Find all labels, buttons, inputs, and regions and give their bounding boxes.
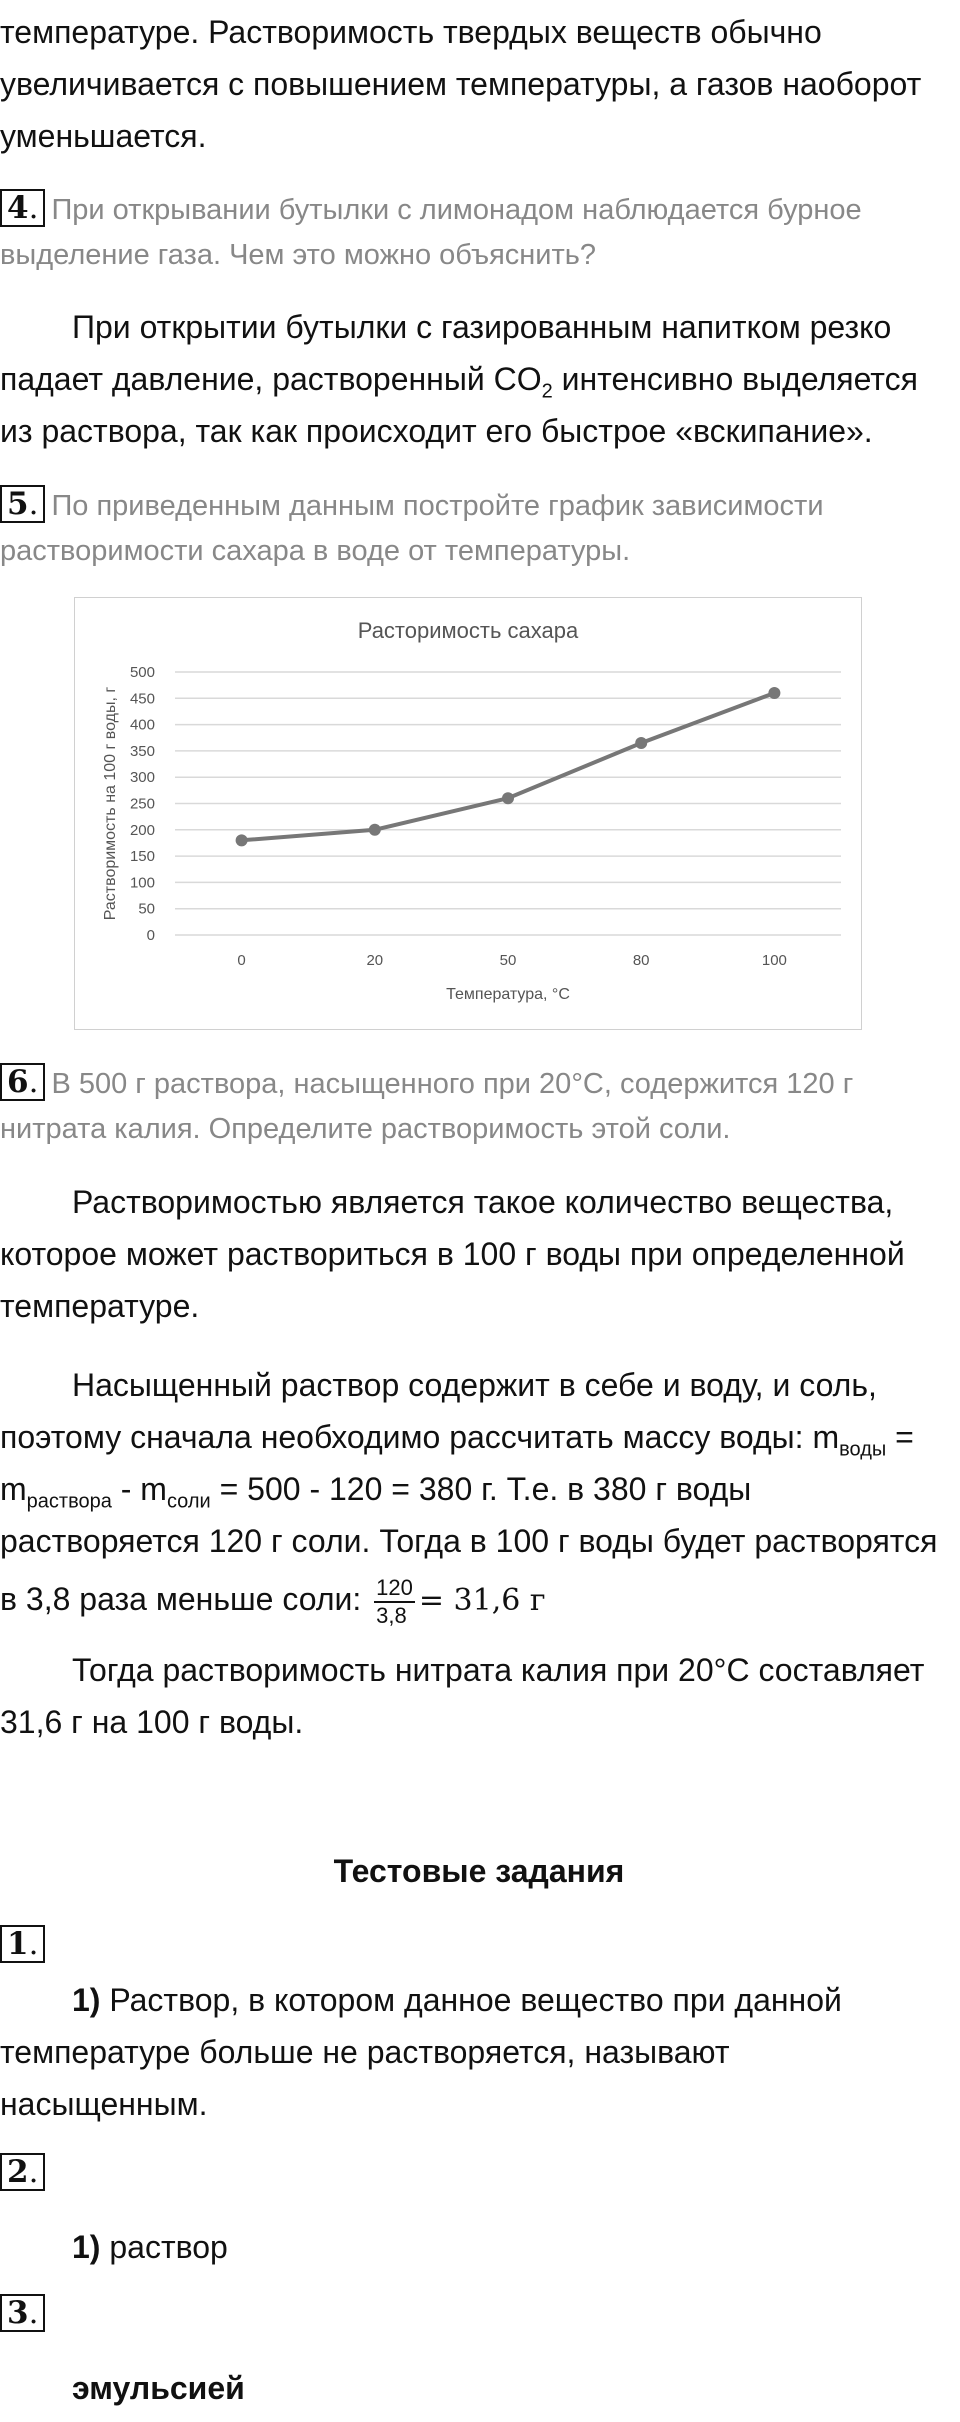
intro-paragraph <box>0 6 958 162</box>
data-point <box>369 824 381 836</box>
test-number-1: 1. <box>0 1925 45 1963</box>
question-4-line-2: выделение газа. Чем это можно объяснить? <box>0 239 597 271</box>
x-tick-label: 80 <box>632 952 650 969</box>
test-number-2: 2. <box>0 2153 45 2191</box>
answer-4-line-1: При открытии бутылки с газированным напитком резко <box>72 309 892 345</box>
answer-6-p2-line-1: Насыщенный раствор содержит в себе и воду, и соль, <box>72 1367 877 1403</box>
test-3 <box>0 2293 958 2338</box>
question-5-line-1: По приведенным данным постройте график зависимости <box>51 490 824 522</box>
x-tick-label: 0 <box>237 952 246 969</box>
question-6-line-2: нитрата калия. Определите растворимость этой соли. <box>0 1113 731 1145</box>
solubility-chart <box>74 597 862 1030</box>
answer-6-p2-line-3: $m_{раствора} - m_{соли} = 500 - 120 = 380$ г. Т.е. в 380 г воды <box>0 1471 752 1513</box>
question-5 <box>0 484 958 574</box>
test-1 <box>0 1924 958 1969</box>
question-number-5: 5. <box>0 485 45 523</box>
y-axis-label: Растворимость на 100 г воды, г <box>102 686 119 921</box>
y-tick-label: 450 <box>129 690 155 708</box>
test-2 <box>0 2152 958 2197</box>
test-1-answer <box>0 1974 958 2130</box>
question-number-6: 6. <box>0 1063 45 1101</box>
test-1-line-1: 1) Раствор, в котором данное вещество при данной <box>72 1982 842 2018</box>
x-tick-label: 20 <box>366 952 384 969</box>
chart-svg <box>75 598 861 1029</box>
question-4 <box>0 188 958 278</box>
x-tick-label: 50 <box>499 952 517 969</box>
x-tick-label: 100 <box>761 952 787 969</box>
y-tick-label: 400 <box>129 716 155 734</box>
data-point <box>768 687 780 699</box>
y-tick-label: 300 <box>129 769 155 787</box>
x-axis-label: Температура, °С <box>446 986 570 1003</box>
chart-title: Расторимость сахара <box>357 618 579 643</box>
fraction-result: = 31,6 г <box>418 1583 546 1618</box>
question-6-line-1: В 500 г раствора, насыщенного при 20°С, содержится 120 г <box>51 1068 854 1100</box>
test-1-line-3: насыщенным. <box>0 2086 208 2122</box>
y-tick-label: 0 <box>146 927 155 944</box>
question-number-4: 4. <box>0 189 45 227</box>
data-point <box>502 792 514 804</box>
tests-heading: Тестовые задания <box>333 1853 625 1889</box>
test-3-answer <box>0 2362 958 2414</box>
intro-line-3: уменьшается. <box>0 118 207 154</box>
answer-6-p1-line-1: Растворимостью является такое количество вещества, <box>72 1184 894 1220</box>
series-line <box>242 693 775 840</box>
intro-line-2: увеличивается с повышением температуры, а газов наоборот <box>0 66 922 102</box>
answer-6-p1-line-2: которое может раствориться в 100 г воды при определенной <box>0 1236 905 1272</box>
answer-6-paragraph-3 <box>0 1644 958 1748</box>
answer-6-p2-line-2: поэтому сначала необходимо рассчитать массу воды: $m_{воды}$ = <box>0 1419 914 1461</box>
question-5-line-2: растворимости сахара в воде от температуры. <box>0 535 631 567</box>
y-tick-label: 500 <box>129 664 155 681</box>
test-1-line-2: температуре больше не растворяется, называют <box>0 2034 730 2070</box>
y-tick-label: 150 <box>129 848 155 866</box>
answer-4-line-3: из раствора, так как происходит его быстрое «вскипание». <box>0 413 873 449</box>
intro-line-1: температуре. Растворимость твердых веществ обычно <box>0 14 822 50</box>
y-tick-label: 200 <box>129 821 155 839</box>
answer-6-paragraph-1 <box>0 1176 958 1332</box>
answer-4 <box>0 301 958 457</box>
test-3-line-1: эмульсией <box>72 2370 245 2406</box>
data-point <box>635 737 647 749</box>
y-tick-label: 100 <box>129 874 155 892</box>
answer-6-p3-line-2: 31,6 г на 100 г воды. <box>0 1704 304 1740</box>
y-tick-label: 350 <box>129 742 155 760</box>
data-point <box>236 834 248 846</box>
answer-6-p3-line-1: Тогда растворимость нитрата калия при 20°С составляет <box>72 1652 925 1688</box>
question-6 <box>0 1062 958 1152</box>
answer-4-line-2: падает давление, растворенный $CO_2$ интенсивно выделяется <box>0 361 918 403</box>
test-2-answer <box>0 2221 958 2273</box>
test-number-3: 3. <box>0 2294 45 2332</box>
y-tick-label: 250 <box>129 795 155 813</box>
fraction: $\frac{120}{3,8}$ <box>376 1574 413 1628</box>
test-2-line-1: 1) раствор <box>72 2229 228 2265</box>
answer-6-p1-line-3: температуре. <box>0 1288 200 1324</box>
answer-6-paragraph-2 <box>0 1359 958 1631</box>
question-4-line-1: При открывании бутылки с лимонадом наблюдается бурное <box>51 194 862 226</box>
y-tick-label: 50 <box>138 900 155 918</box>
answer-6-p2-line-4: растворяется 120 г соли. Тогда в 100 г воды будет растворятся <box>0 1523 938 1559</box>
answer-6-p2-line-5: в 3,8 раза меньше соли: $\frac{120}{3,8}$ = 31,6 г <box>0 1574 546 1628</box>
